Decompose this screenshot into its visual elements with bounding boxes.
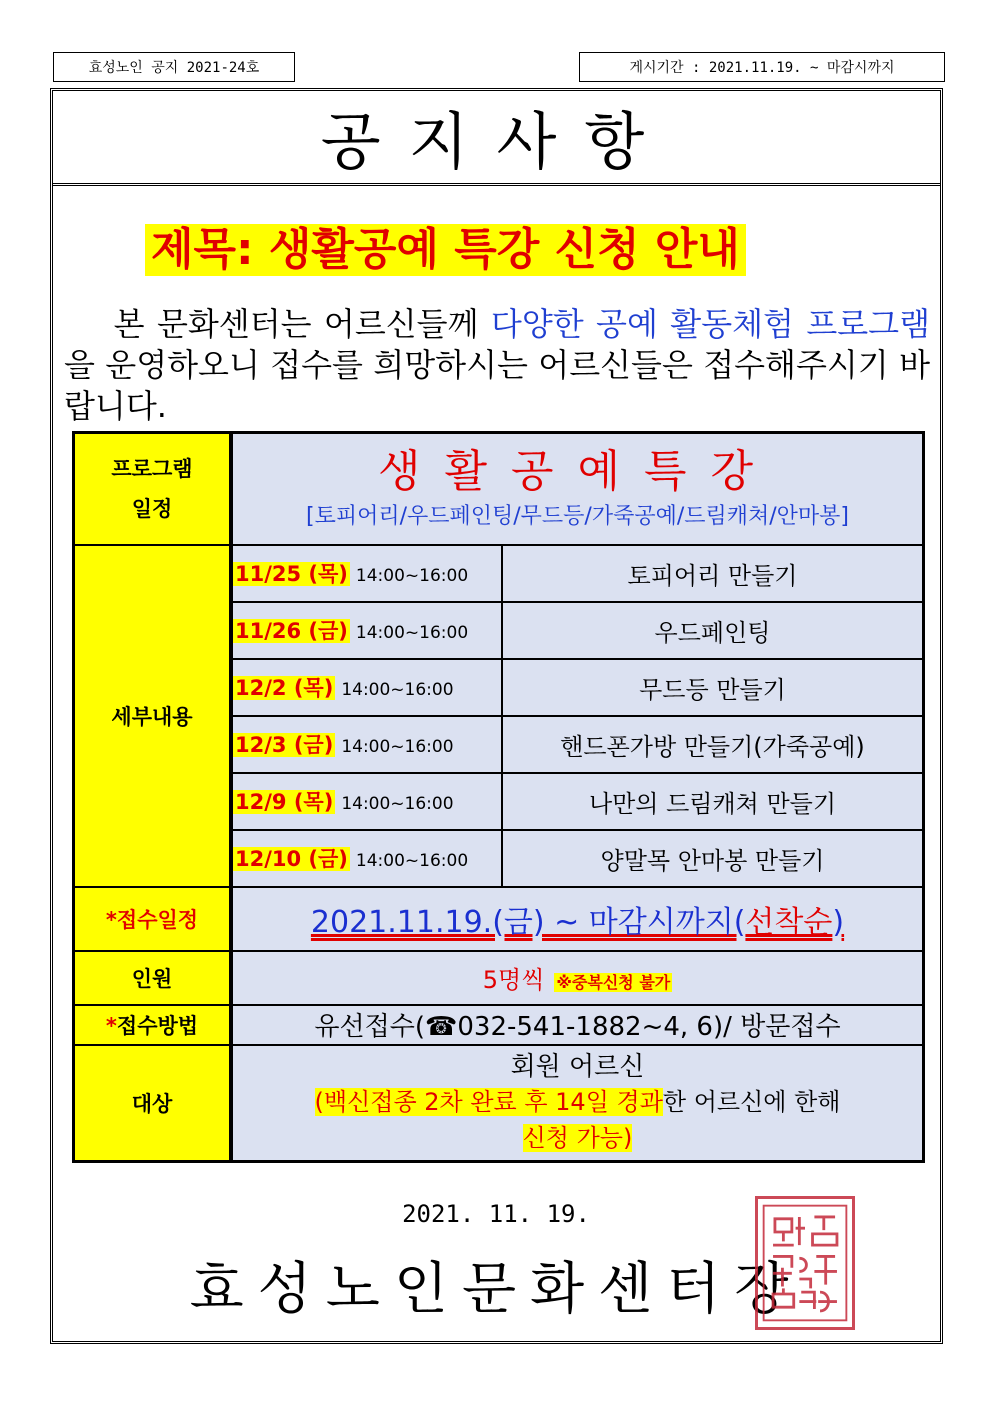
target-condition-line2 (233, 1120, 922, 1156)
method-label-text: 접수방법 (116, 1013, 199, 1038)
seal-icon (758, 1199, 852, 1327)
capacity-cell (231, 951, 924, 1005)
session-activity: 토피어리 만들기 (502, 545, 924, 602)
session-date: 12/10 (금) (235, 847, 348, 871)
session-time: 14:00~16:00 (355, 566, 469, 586)
session-date: 11/25 (목) (235, 562, 348, 586)
session-time: 14:00~16:00 (355, 623, 469, 643)
session-activity: 우드페인팅 (502, 602, 924, 659)
target-condition-mid: 한 어르신에 한해 (662, 1087, 841, 1116)
session-date: 11/26 (금) (235, 619, 348, 643)
target-condition-hl2: 신청 가능) (522, 1123, 633, 1152)
session-date: 12/9 (목) (235, 790, 334, 814)
session-activity: 나만의 드림캐쳐 만들기 (502, 773, 924, 830)
capacity-note: ※중복신청 불가 (556, 973, 671, 992)
session-activity: 핸드폰가방 만들기(가죽공예) (502, 716, 924, 773)
registration-value-part1: 2021.11.19.(금) ~ 마감시까지( (310, 904, 746, 940)
organization-name: 효성노인문화센터장 (189, 1257, 803, 1322)
official-seal (755, 1196, 855, 1330)
registration-value-part2: ) (832, 904, 845, 940)
intro-part2: 을 운영하오니 접수를 희망하시는 어르신들은 접수해주시기 바랍니다. (64, 346, 930, 425)
program-label (74, 433, 232, 545)
program-label-line2: 일정 (131, 496, 173, 521)
target-main: 회원 어르신 (510, 1051, 645, 1082)
session-date-cell (231, 773, 502, 830)
capacity-value: 5명씩 (482, 966, 545, 994)
method-label (74, 1005, 232, 1045)
method-star: * (105, 1013, 117, 1038)
issue-date: 2021. 11. 19. (402, 1200, 590, 1228)
intro-part1: 본 문화센터는 어르신들께 (113, 305, 491, 343)
session-time: 14:00~16:00 (341, 737, 454, 757)
session-date-cell (231, 830, 502, 887)
session-date-cell (231, 659, 502, 716)
registration-label (74, 887, 232, 951)
details-label: 세부내용 (74, 545, 232, 887)
posting-period: 게시기간 : 2021.11.19. ~ 마감시까지 (579, 52, 945, 82)
subject-heading: 제목: 생활공예 특강 신청 안내 (145, 224, 746, 276)
registration-value (311, 905, 844, 940)
target-condition (233, 1084, 922, 1120)
target-cell (231, 1045, 924, 1162)
session-activity: 무드등 만들기 (502, 659, 924, 716)
session-date-cell (231, 716, 502, 773)
page-title: 공지사항 (52, 90, 941, 186)
program-subtitle: [토피어리/우드페인팅/무드등/가죽공예/드림캐쳐/안마봉] (305, 503, 850, 529)
registration-cell (231, 887, 924, 951)
session-activity: 양말목 안마봉 만들기 (502, 830, 924, 887)
session-time: 14:00~16:00 (355, 851, 469, 871)
registration-star: * (105, 907, 117, 932)
program-table (72, 431, 925, 1163)
target-condition-hl1: (백신접종 2차 완료 후 14일 경과 (314, 1087, 663, 1116)
capacity-label: 인원 (74, 951, 232, 1005)
intro-highlight: 다양한 공예 활동체험 프로그램 (490, 305, 930, 343)
program-label-line1: 프로그램 (111, 456, 193, 481)
session-date-cell (231, 602, 502, 659)
session-date: 12/2 (목) (235, 676, 334, 700)
session-date-cell (231, 545, 502, 602)
program-title: 생활공예특강 (377, 445, 778, 497)
session-time: 14:00~16:00 (341, 680, 454, 700)
program-cell (231, 433, 924, 545)
notice-number: 효성노인 공지 2021-24호 (53, 52, 295, 82)
registration-label-text: 접수일정 (116, 907, 199, 932)
intro-paragraph (64, 304, 930, 427)
registration-first-come: 선착순 (745, 904, 833, 940)
target-label: 대상 (74, 1045, 232, 1162)
session-time: 14:00~16:00 (341, 794, 454, 814)
method-value: 유선접수(☎032-541-1882~4, 6)/ 방문접수 (231, 1005, 924, 1045)
session-date: 12/3 (금) (235, 733, 334, 757)
